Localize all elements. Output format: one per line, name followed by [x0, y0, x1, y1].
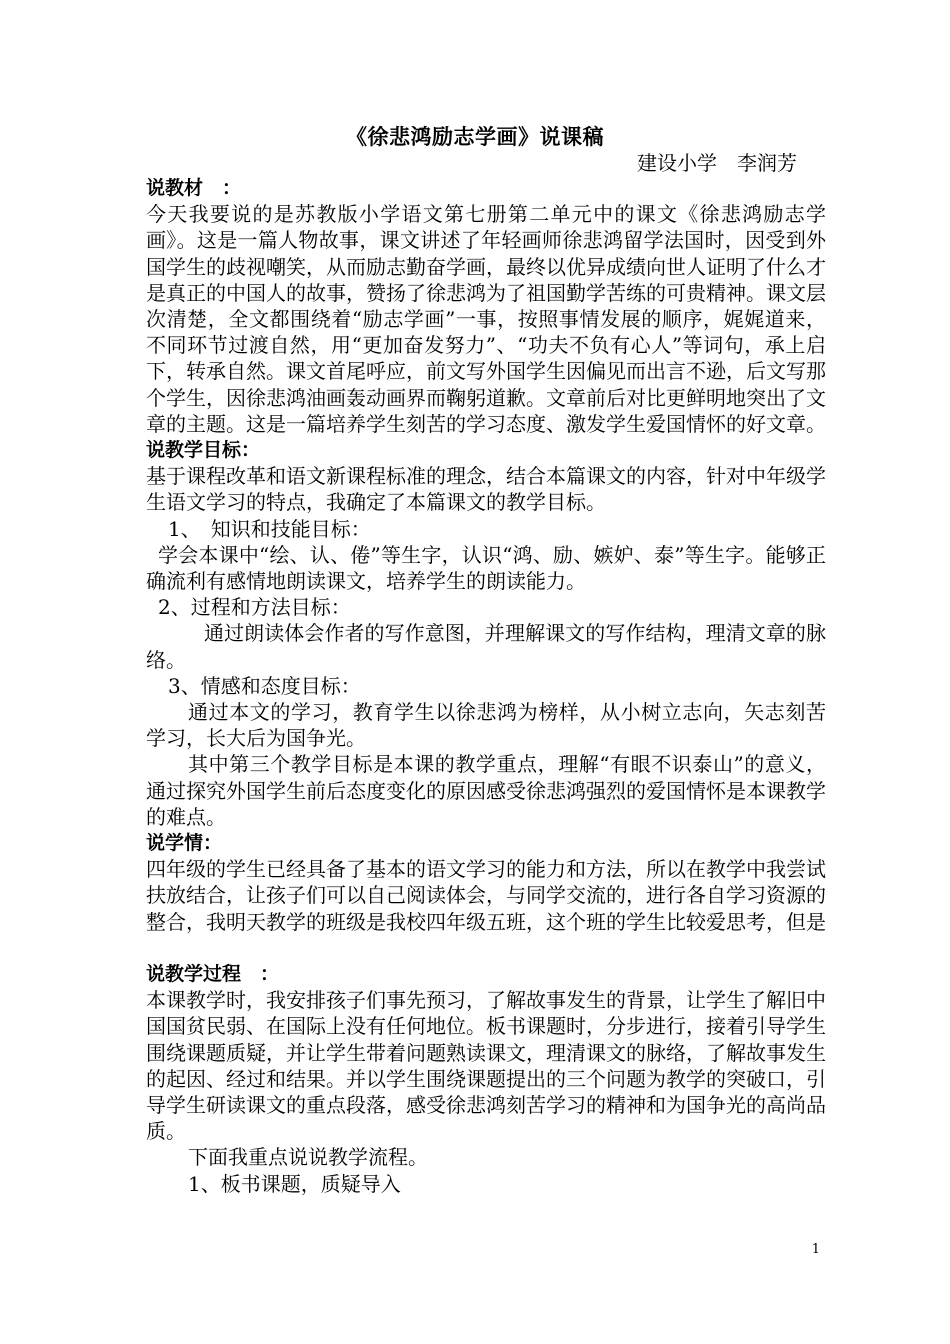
document-body [146, 175, 826, 1197]
process-paragraph: 本课教学时，我安排孩子们事先预习，了解故事发生的背景，让学生了解旧中国国贫民弱、在国际上没有任何地位。板书课题时，分步进行，接着引导学生围绕课题质疑，并让学生带着问题熟读课文，理清课文的脉络，了解故事发生的起因、经过和结果。并以学生围绕课题提出的三个问题为教学的突破口，引导学生研读课文的重点段落，感受徐悲鸿刻苦学习的精神和为国争光的高尚品质。 [146, 988, 826, 1144]
goal-1-text: 学会本课中“绘、认、倦”等生字，认识“鸿、励、嫉妒、泰”等生字。能够正确流利有感情地朗读课文，培养学生的朗读能力。 [146, 542, 826, 594]
teaching-focus-text: 其中第三个教学目标是本课的教学重点，理解“有眼不识泰山”的意义，通过探究外国学生前后态度变化的原因感受徐悲鸿强烈的爱国情怀是本课教学的难点。 [146, 752, 826, 829]
goal-1-label: 1、 知识和技能目标： [168, 516, 371, 541]
objectives-intro: 基于课程改革和语文新课程标准的理念，结合本篇课文的内容，针对中年级学生语文学习的特点，我确定了本篇课文的教学目标。 [146, 464, 826, 515]
process-step-1: 1、板书课题，质疑导入 [188, 1171, 401, 1196]
goal-2-label: 2、过程和方法目标： [158, 595, 351, 620]
goal-2-text: 通过朗读体会作者的写作意图，并理解课文的写作结构，理清文章的脉络。 [146, 621, 826, 672]
section-heading-process: 说教学过程 ： [146, 962, 280, 985]
document-title: 《徐悲鸿励志学画》说课稿 [346, 125, 604, 149]
students-paragraph: 四年级的学生已经具备了基本的语文学习的能力和方法，所以在教学中我尝试扶放结合，让孩子们可以自己阅读体会，与同学交流的，进行各自学习资源的整合，我明天教学的班级是我校四年级五班，这个班的学生比较爱思考，但是 [146, 857, 826, 934]
material-paragraph: 今天我要说的是苏教版小学语文第七册第二单元中的课文《徐悲鸿励志学画》。这是一篇人物故事，课文讲述了年轻画师徐悲鸿留学法国时，因受到外国学生的歧视嘲笑，从而励志勤奋学画，最终以优异成绩向世人证明了什么才是真正的中国人的故事，赞扬了徐悲鸿为了祖国勤学苦练的可贵精神。课文层次清楚，全文都围绕着“励志学画”一事，按照事情发展的顺序，娓娓道来，不同环节过渡自然，用“更加奋发努力”、“功夫不负有心人”等词句，承上启下，转承自然。课文首尾呼应，前文写外国学生因偏见而出言不逊，后文写那个学生，因徐悲鸿油画轰动画界而鞠躬道歉。文章前后对比更鲜明地突出了文章的主题。这是一篇培养学生刻苦的学习态度、激发学生爱国情怀的好文章。 [146, 202, 826, 436]
section-heading-material: 说教材 ： [146, 177, 242, 199]
page-number: 1 [811, 1242, 820, 1257]
blank-line [146, 935, 826, 961]
section-heading-objectives: 说教学目标： [146, 439, 261, 462]
section-heading-students: 说学情： [146, 832, 223, 855]
goal-3-label: 3、情感和态度目标： [168, 673, 361, 698]
process-flow-intro: 下面我重点说说教学流程。 [188, 1145, 428, 1170]
goal-3-text: 通过本文的学习，教育学生以徐悲鸿为榜样，从小树立志向，矢志刻苦学习，长大后为国争光。 [146, 700, 826, 751]
author-line: 建设小学 李润芳 [637, 151, 797, 175]
